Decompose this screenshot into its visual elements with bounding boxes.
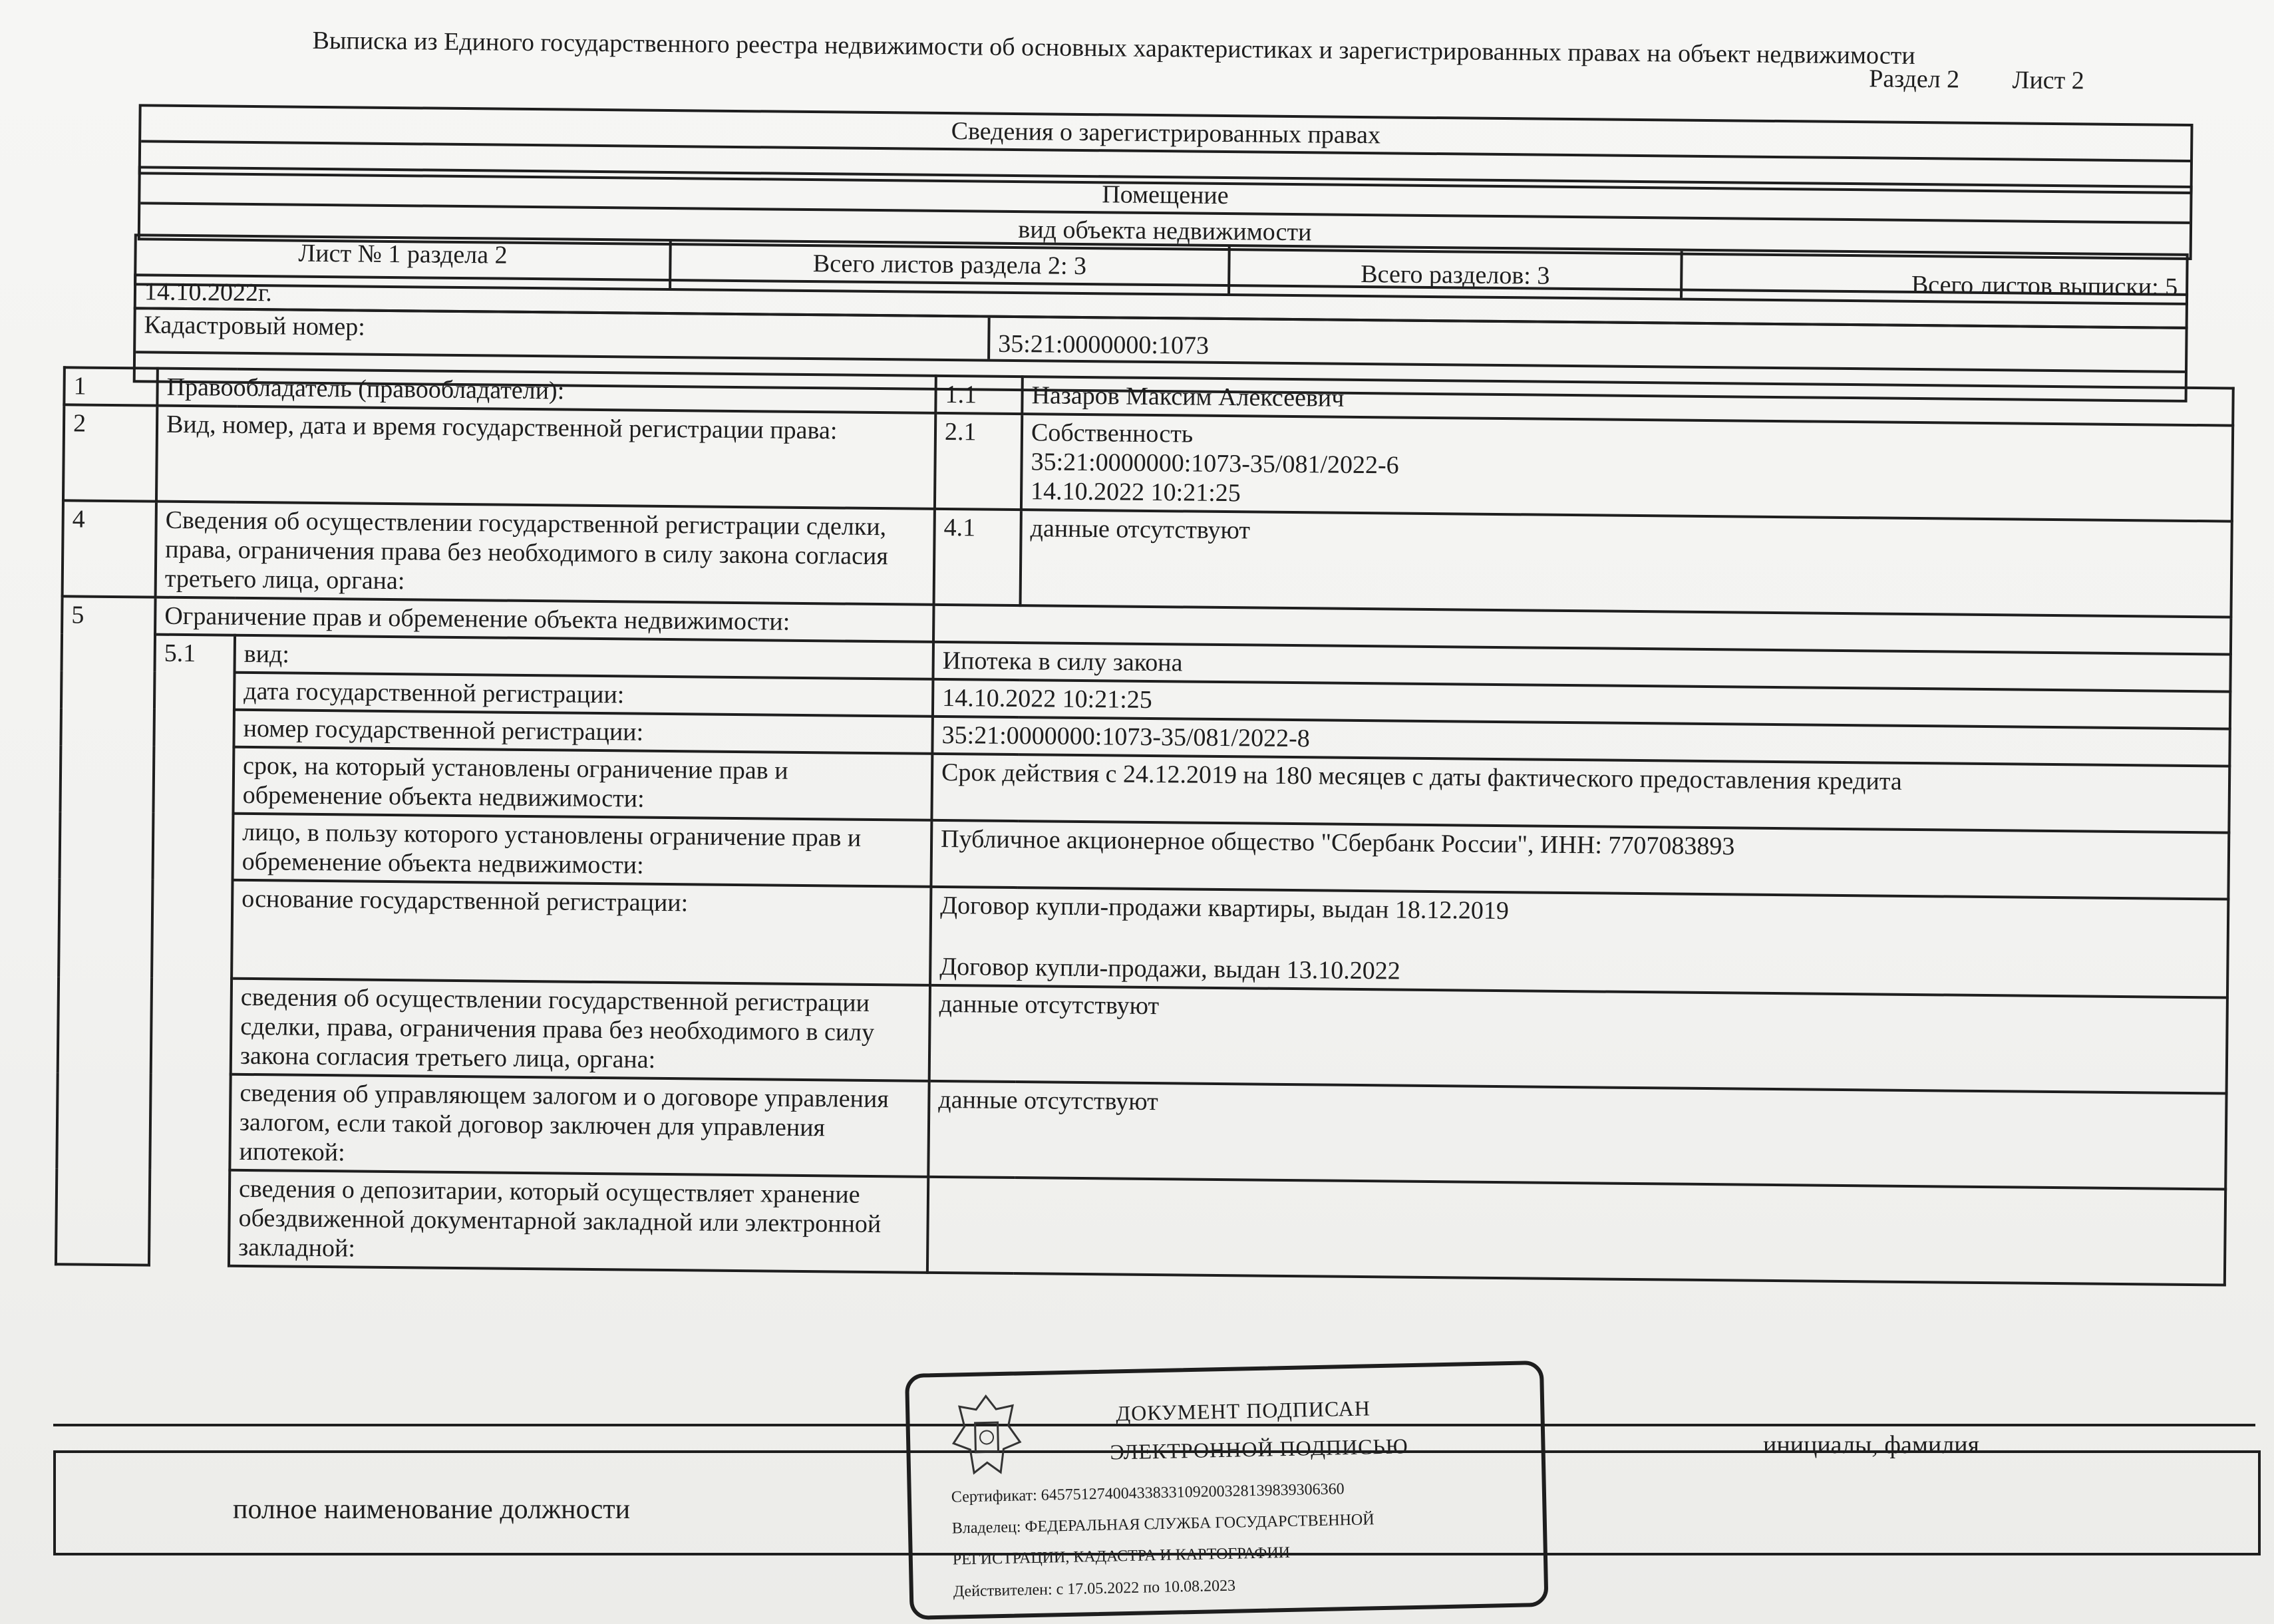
total-section-sheets: Всего листов раздела 2: 3: [669, 242, 1228, 293]
total-sections: Всего разделов: 3: [1227, 247, 1681, 298]
stamp-certificate: Сертификат: 645751274004338331092003281398393063​60: [951, 1480, 1345, 1506]
row-subnumber: 4.1: [934, 509, 1021, 605]
row-label: Вид, номер, дата и время государственной регистрации права:: [156, 406, 935, 509]
name-caption: инициалы, фамилия: [1763, 1431, 1980, 1459]
row-value: данные отсутствуют: [1021, 510, 2232, 617]
emblem-icon: [949, 1388, 1025, 1483]
table-row: [56, 1168, 2225, 1285]
cadastral-label: Кадастровый номер:: [144, 311, 365, 341]
encumbrance-kind-value: Ипотека в силу закона: [933, 642, 2230, 692]
term-label: срок, на который установлены ограничение прав и обременение объекта недвижимости:: [233, 747, 932, 820]
sheet-label: Лист 2: [2012, 66, 2084, 95]
total-extract-sheets: Всего листов выписки: 5: [1680, 251, 2186, 303]
consent-value: данные отсутствуют: [929, 985, 2227, 1094]
row-number: 1: [64, 367, 158, 405]
row-subnumber: 2.1: [935, 413, 1022, 510]
term-value: Срок действия с 24.12.2019 на 180 месяцев с даты фактического предоставления кредита: [931, 754, 2229, 833]
manager-value: данные отсутствуют: [928, 1081, 2226, 1190]
right-reg-number: 35:21:0000000:1073-35/081/2022-6: [1031, 448, 1399, 480]
beneficiary-label: лицо, в пользу которого установлены ограничение прав и обременение объекта недвижимости:: [233, 814, 932, 887]
basis-value: [930, 887, 2228, 998]
stamp-heading-2: ЭЛЕКТРОННОЙ ПОДПИСЬЮ: [1110, 1434, 1409, 1464]
row-subnumber: 5.1: [149, 635, 235, 1266]
stamp-owner-line-1: Владелец: ФЕДЕРАЛЬНАЯ СЛУЖБА ГОСУДАРСТВЕННОЙ: [951, 1511, 1375, 1538]
right-details: [1021, 414, 2233, 521]
row-label: Ограничение прав и обременение объекта недвижимости:: [155, 597, 933, 642]
depositary-label: сведения о депозитарии, который осуществляет хранение обездвиженной документарной закладной или электронной закладной:: [229, 1170, 928, 1273]
extract-sheet: [47, 13, 2235, 1263]
object-type: Помещение: [1102, 180, 1229, 210]
basis-document-1: Договор купли-продажи квартиры, выдан 18.12.2019: [939, 891, 1510, 925]
electronic-signature-stamp: [905, 1361, 1549, 1620]
reg-number-value: 35:21:0000000:1073-35/081/2022-8: [932, 717, 2229, 766]
row-subnumber: 1.1: [935, 376, 1023, 414]
manager-label: сведения об управляющем залогом и о договоре управления залогом, если такой договор заключен для управления ипотекой:: [230, 1074, 929, 1177]
row-label: Правообладатель (правообладатели):: [157, 369, 935, 413]
sheet-of-section: Лист № 1 раздела 2: [298, 239, 508, 269]
row-label: Сведения об осуществлении государственной регистрации сделки, права, ограничения права без необходимого в силу закона согласия третьего лица, органа:: [156, 502, 935, 605]
reg-date-label: дата государственной регистрации:: [234, 673, 933, 717]
row-number: 2: [63, 405, 157, 501]
stamp-validity: Действителен: с 17.05.2022 по 10.08.2023: [953, 1577, 1236, 1601]
basis-label: основание государственной регистрации:: [232, 880, 931, 985]
cadastral-number: 35:21:0000000:1073: [987, 318, 2186, 371]
right-reg-datetime: 14.10.2022 10:21:25: [1030, 477, 1241, 508]
encumbrance-kind-label: вид:: [235, 635, 933, 679]
position-caption: полное наименование должности: [233, 1494, 631, 1525]
owner-name: Назаров Максим Алексеевич: [1022, 377, 2233, 425]
depositary-value: [927, 1177, 2225, 1285]
row-number: 4: [63, 500, 156, 597]
extract-date: 14.10.2022г.: [144, 277, 272, 307]
consent-label: сведения об осуществлении государственной регистрации сделки, права, ограничения права без необходимого в силу закона согласия третьего лица, органа:: [231, 979, 930, 1081]
rights-table: [55, 366, 2235, 1286]
beneficiary-value: Публичное акционерное общество "Сбербанк России", ИНН: 7707083893: [931, 820, 2229, 899]
subtitle: Сведения о зарегистрированных правах: [951, 117, 1381, 150]
section-label: Раздел 2: [1868, 65, 1960, 94]
section-sheet-info: [1869, 64, 2084, 95]
row-number: 5: [56, 596, 156, 1265]
basis-document-2: Договор купли-продажи, выдан 13.10.2022: [939, 952, 1400, 985]
right-type: Собственность: [1031, 418, 1194, 448]
stamp-heading-1: ДОКУМЕНТ ПОДПИСАН: [1115, 1396, 1371, 1426]
stamp-owner-line-2: РЕГИСТРАЦИИ, КАДАСТРА И КАРТОГРАФИИ: [952, 1543, 1291, 1569]
object-type-caption: вид объекта недвижимости: [140, 202, 2190, 257]
reg-number-label: номер государственной регистрации:: [234, 710, 932, 754]
reg-date-value: 14.10.2022 10:21:25: [933, 679, 2230, 729]
document-title: Выписка из Единого государственного реестра недвижимости об основных характеристиках и зарегистрированных правах на объект недвижимости: [312, 26, 1915, 70]
